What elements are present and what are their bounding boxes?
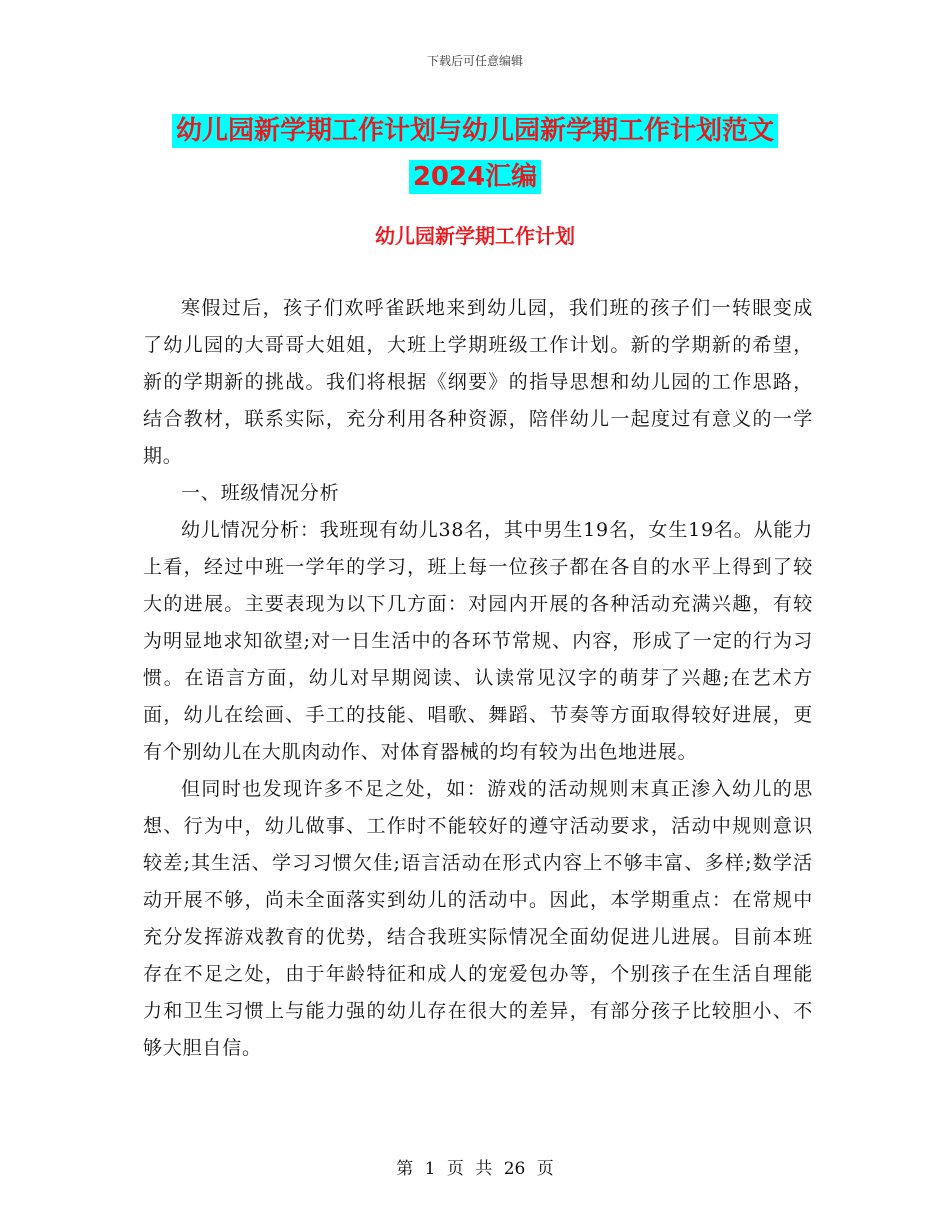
document-title	[0, 108, 950, 200]
paragraph-child-analysis: 幼儿情况分析：我班现有幼儿38名，其中男生19名，女生19名。从能力上看，经过中班一学年的学习，班上每一位孩子都在各自的水平上得到了较大的进展。主要表现为以下几方面：对园内开展的各种活动充满兴趣，有较为明显地求知欲望;对一日生活中的各环节常规、内容，形成了一定的行为习惯。在语言方面，幼儿对早期阅读、认读常见汉字的萌芽了兴趣;在艺术方面，幼儿在绘画、手工的技能、唱歌、舞蹈、节奏等方面取得较好进展，更有个别幼儿在大肌肉动作、对体育器械的均有较为出色地进展。	[143, 519, 813, 763]
body-text	[143, 290, 813, 1067]
section-title: 幼儿园新学期工作计划	[375, 224, 575, 248]
page-number-footer: 第 1 页 共 26 页	[396, 1159, 554, 1179]
header-note: 下载后可任意编辑	[426, 54, 523, 68]
paragraph-heading-class-analysis: 一、班级情况分析	[181, 482, 340, 504]
document-title-line1: 幼儿园新学期工作计划与幼儿园新学期工作计划范文	[172, 114, 778, 148]
paragraph-intro: 寒假过后，孩子们欢呼雀跃地来到幼儿园，我们班的孩子们一转眼变成了幼儿园的大哥哥大姐姐，大班上学期班级工作计划。新的学期新的希望，新的学期新的挑战。我们将根据《纲要》的指导思想和幼儿园的工作思路，结合教材，联系实际，充分利用各种资源，陪伴幼儿一起度过有意义的一学期。	[143, 297, 813, 467]
paragraph-shortcomings: 但同时也发现许多不足之处，如：游戏的活动规则末真正渗入幼儿的思想、行为中，幼儿做事、工作时不能较好的遵守活动要求，活动中规则意识较差;其生活、学习习惯欠佳;语言活动在形式内容上不够丰富、多样;数学活动开展不够，尚未全面落实到幼儿的活动中。因此，本学期重点：在常规中充分发挥游戏教育的优势，结合我班实际情况全面幼促进儿进展。目前本班存在不足之处，由于年龄特征和成人的宠爱包办等，个别孩子在生活自理能力和卫生习惯上与能力强的幼儿存在很大的差异，有部分孩子比较胆小、不够大胆自信。	[143, 778, 813, 1059]
document-title-line2: 2024汇编	[409, 160, 541, 194]
